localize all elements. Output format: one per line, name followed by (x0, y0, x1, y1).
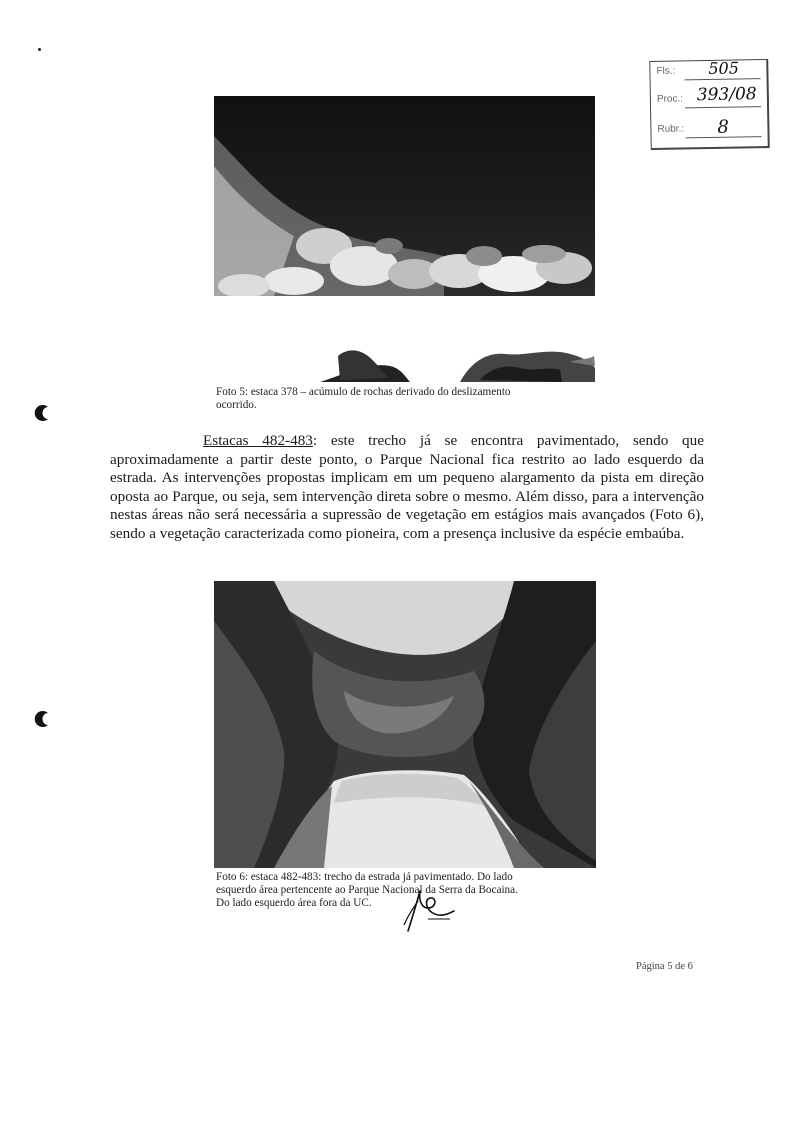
stamp-label-proc: Proc.: (656, 93, 684, 105)
scan-speck (38, 48, 41, 51)
body-paragraph (110, 432, 704, 544)
photo-6-caption-line1: Foto 6: estaca 482-483: trecho da estrada já pavimentado. Do lado (216, 871, 513, 883)
stamp-value-rubr: 8 (717, 116, 730, 138)
stamp-label-rubr: Rubr.: (657, 123, 685, 135)
punch-hole-mark-2 (33, 710, 51, 728)
page-number: Página 5 de 6 (636, 961, 693, 972)
photo-6-caption-line2: esquerdo área pertencente ao Parque Nacional da Serra da Bocaina. (216, 884, 518, 897)
stamp-value-proc: 393/08 (696, 84, 757, 106)
photo-5-caption (216, 386, 598, 412)
photo-5-caption-line1: Foto 5: estaca 378 – acúmulo de rochas derivado do deslizamento (216, 386, 511, 398)
photo-5-rocks (214, 96, 595, 296)
handwritten-signature (398, 885, 458, 935)
section-label-estacas: Estacas 482-483 (203, 432, 313, 449)
photo-5-lower-fragment (310, 342, 600, 384)
photo-6-caption-line3: Do lado esquerdo área fora da UC. (216, 897, 372, 910)
body-text: : este trecho já se encontra pavimentado, sendo que aproximadamente a partir deste ponto, o Parque Nacional fica restrito ao lado esquerdo da estrada. As intervenções propostas implicam em um pequeno alargamento da pista em direção oposta ao Parque, ou seja, sem intervenção direta sobre o mesmo. Além disso, para a intervenção nestas áreas não será necessária a supressão de vegetação em estágios mais avançados (Foto 6), sendo a vegetação caracterizada como pioneira, com a presença inclusive da espécie embaúba. (110, 432, 704, 542)
stamp-label-fls: Fls.: (656, 65, 676, 77)
stamp-value-fls: 505 (708, 58, 740, 79)
protocol-stamp (649, 59, 770, 150)
photo-6-road (214, 581, 596, 868)
photo-5-caption-line2: ocorrido. (216, 399, 257, 412)
punch-hole-mark-1 (33, 404, 51, 422)
